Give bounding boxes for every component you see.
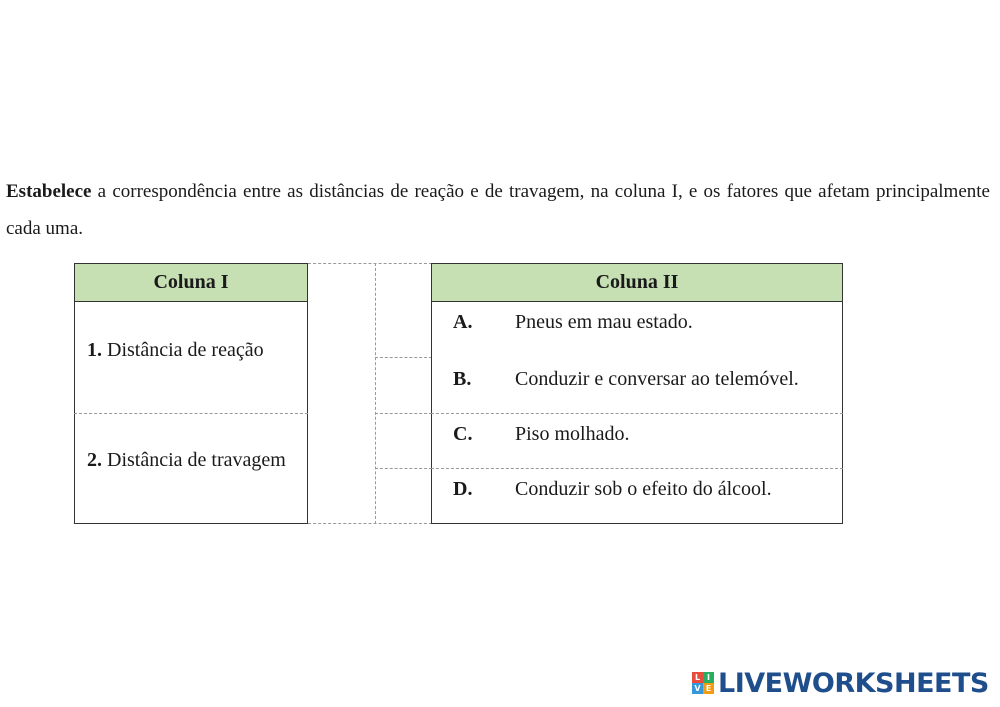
logo-mark-v: V xyxy=(692,683,703,694)
column-ii-item-a-text: Pneus em mau estado. xyxy=(515,311,693,333)
logo-mark-e: E xyxy=(703,683,714,694)
gap-center-divider xyxy=(375,263,376,524)
column-ii-divider-bc xyxy=(431,413,843,414)
column-ii-item-a-letter: A. xyxy=(453,311,473,333)
column-ii-header: Coluna II xyxy=(431,263,843,302)
instruction-rest: a correspondência entre as distâncias de reação e de travagem, na coluna I, e os fatores que afetam principalmente cada uma. xyxy=(6,181,990,239)
answer-slot-d[interactable] xyxy=(376,469,431,523)
answer-area-2[interactable] xyxy=(309,414,375,523)
answer-slot-a[interactable] xyxy=(376,302,431,357)
gap-divider-ab xyxy=(375,357,432,358)
gap-divider-cd xyxy=(375,468,432,469)
column-i-item-1-number: 1. xyxy=(87,339,102,361)
liveworksheets-logo xyxy=(692,668,989,698)
logo-wordmark: LIVEWORKSHEETS xyxy=(718,667,989,699)
column-i-item-1 xyxy=(87,339,264,362)
column-i-item-2-label: Distância de travagem xyxy=(107,449,286,471)
column-ii-item-c-text: Piso molhado. xyxy=(515,423,630,445)
column-ii-divider-cd xyxy=(431,468,843,469)
instruction-text xyxy=(6,173,990,247)
column-i-divider xyxy=(74,413,308,414)
column-ii-item-d-text: Conduzir sob o efeito do álcool. xyxy=(515,478,772,500)
gap-bottom-border xyxy=(308,523,432,524)
column-ii-bottom-border xyxy=(431,523,843,524)
logo-mark-l: L xyxy=(692,672,703,683)
answer-slot-b[interactable] xyxy=(376,358,431,413)
answer-area-1[interactable] xyxy=(309,302,375,413)
answer-slot-c[interactable] xyxy=(376,414,431,468)
liveworksheets-mark-icon xyxy=(692,672,714,694)
instruction-verb: Estabelece xyxy=(6,181,92,202)
gap-top-border xyxy=(308,263,432,264)
gap-divider-bc xyxy=(375,413,432,414)
logo-mark-i: I xyxy=(703,672,714,683)
column-i-header: Coluna I xyxy=(74,263,308,302)
column-ii-item-b-letter: B. xyxy=(453,368,472,390)
column-i-item-1-label: Distância de reação xyxy=(107,339,264,361)
column-ii-item-d-letter: D. xyxy=(453,478,473,500)
column-i-bottom-border xyxy=(74,523,308,524)
column-i-item-2-number: 2. xyxy=(87,449,102,471)
column-i-item-2 xyxy=(87,449,286,472)
column-ii-item-b-text: Conduzir e conversar ao telemóvel. xyxy=(515,368,799,390)
column-ii-item-c-letter: C. xyxy=(453,423,473,445)
